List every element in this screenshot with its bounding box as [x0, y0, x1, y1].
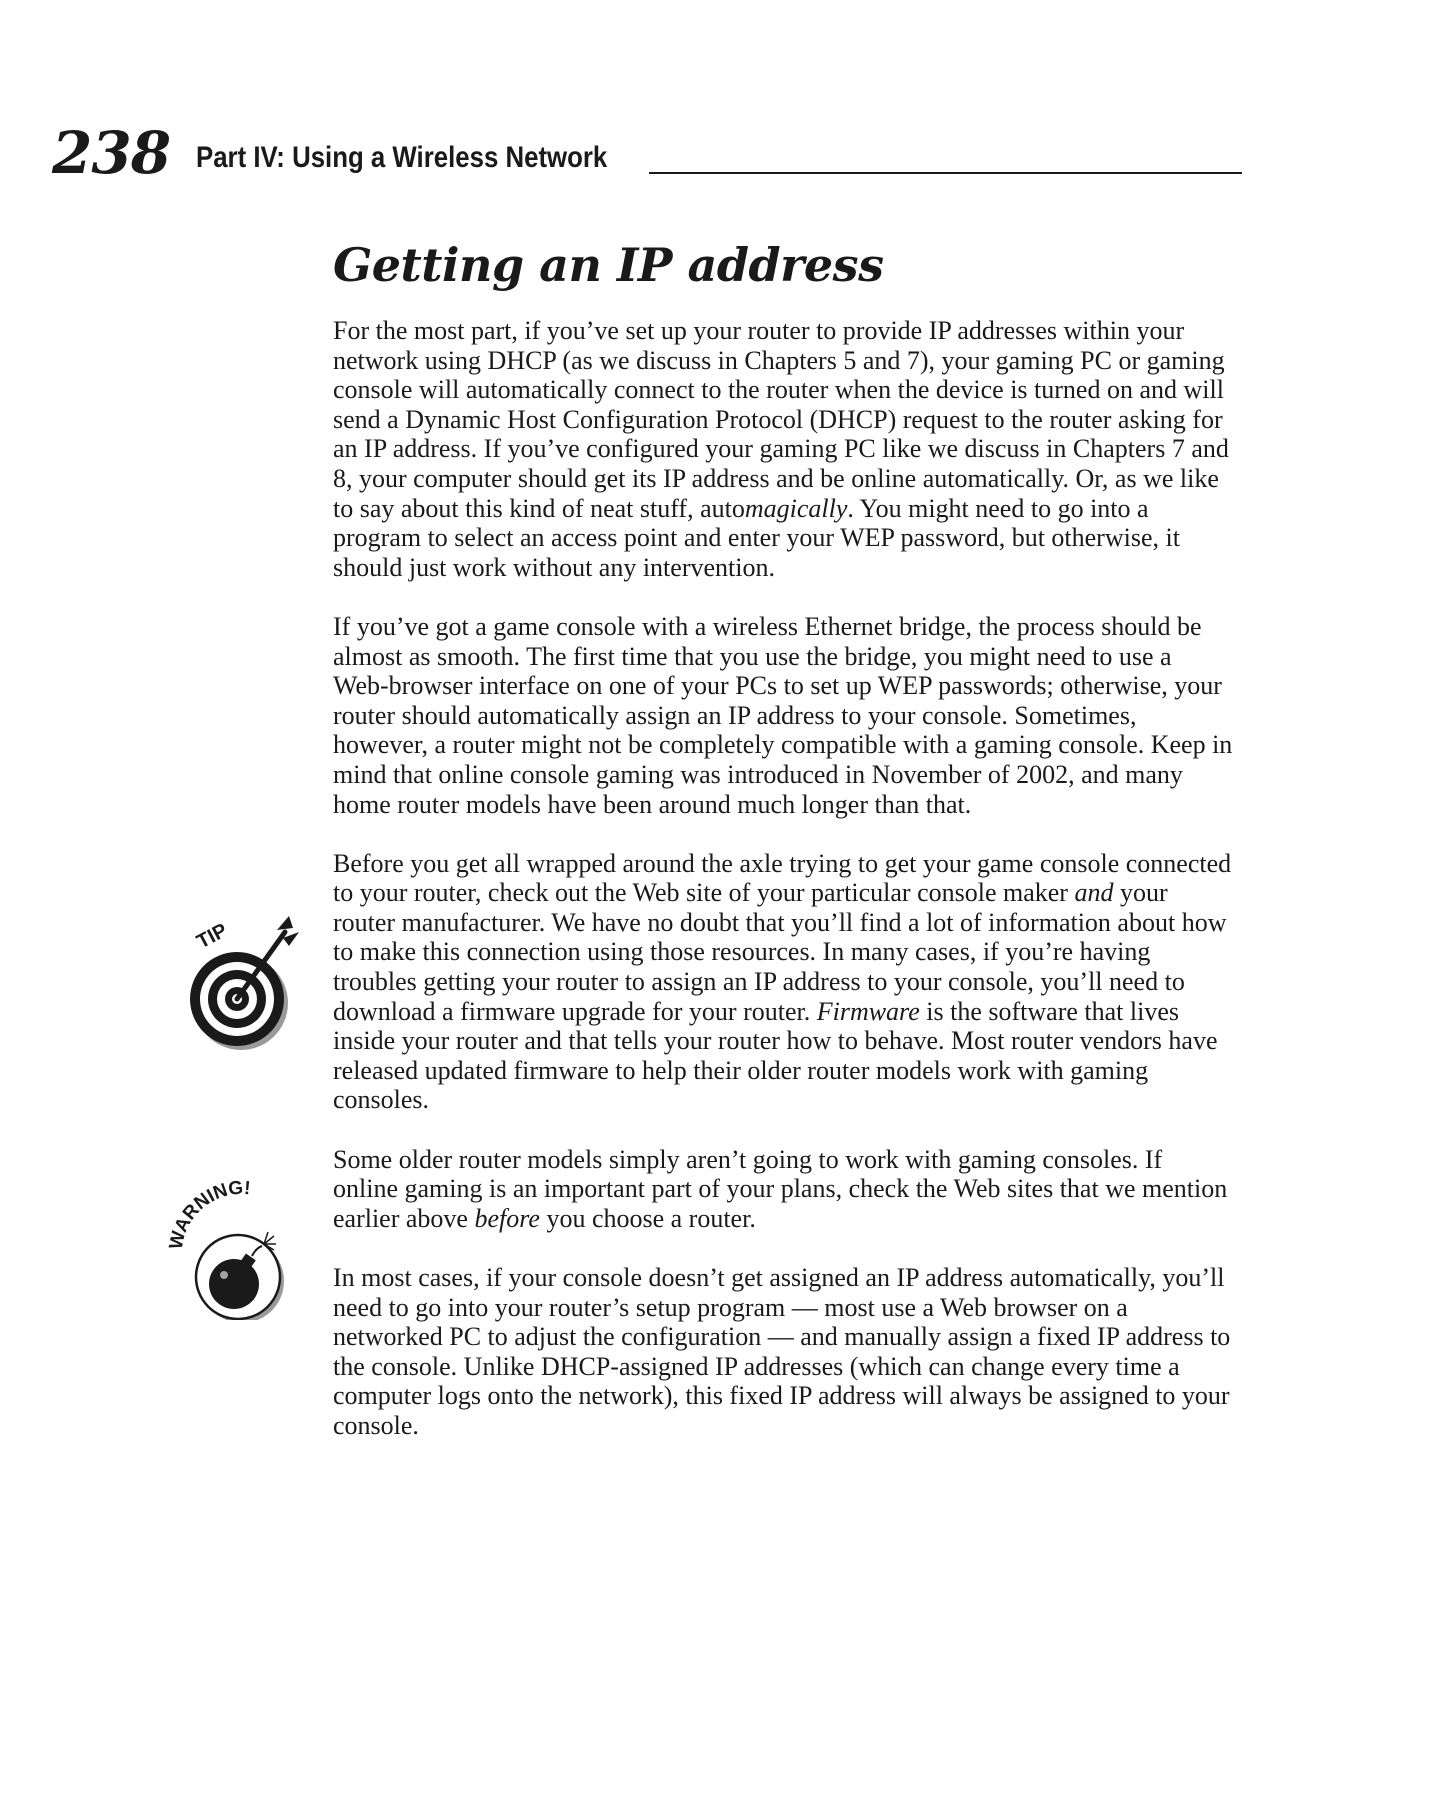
- text-run: Some older router models simply aren’t going to work with gaming consoles. If online gaming is an important part of your plans, check the Web sites that we mention earlier above: [333, 1144, 1228, 1233]
- emphasis: and: [1074, 878, 1114, 908]
- text-run: is the software that lives inside your router and that tells your router how to behave. Most router vendors have released updated firmware to help their older router models work with gaming consoles.: [333, 996, 1218, 1115]
- text-run: you choose a router.: [539, 1203, 756, 1233]
- text-run: Before you get all wrapped around the axle trying to get your game console connected to your router, check out the Web site of your particular console maker: [333, 848, 1232, 908]
- text-run: your router manufacturer. We have no doubt that you’ll find a lot of information about how to make this connection using those resources. In many cases, if you’re having troubles getting your router to assign an IP address to your console, you’ll need to download a firmware upgrade for your router.: [333, 878, 1227, 1026]
- page-number: 238: [52, 119, 171, 187]
- body-text: [333, 316, 1233, 1441]
- paragraph: [333, 612, 1233, 819]
- paragraph-warning: [333, 1145, 1233, 1234]
- text-run: In most cases, if your console doesn’t get assigned an IP address automatically, you’ll need to go into your router’s setup program — most use a Web browser on a networked PC to adjust the configuration — and manually assign a fixed IP address to the console. Unlike DHCP-assigned IP addresses (which can change every time a computer logs onto the network), this fixed IP address will always be assigned to your console.: [333, 1263, 1231, 1440]
- paragraph-tip: [333, 849, 1233, 1115]
- paragraph: [333, 1263, 1233, 1441]
- warning-bomb-icon: [168, 1180, 308, 1320]
- page-header: [52, 118, 1242, 188]
- header-rule: [649, 172, 1242, 174]
- warning-label: WARNING!: [168, 1180, 252, 1252]
- emphasis: magically: [744, 493, 848, 523]
- section-title: Getting an IP address: [333, 238, 884, 292]
- emphasis: before: [474, 1203, 540, 1233]
- tip-target-icon: [185, 910, 305, 1055]
- tip-label: TIP: [193, 919, 232, 954]
- paragraph: [333, 316, 1233, 582]
- text-run: For the most part, if you’ve set up your router to provide IP addresses within your network using DHCP (as we discuss in Chapters 5 and 7), your gaming PC or gaming console will automatically connect to the router when the device is turned on and will send a Dynamic Host Configuration Protocol (DHCP) request to the router asking for an IP address. If you’ve configured your gaming PC like we discuss in Chapters 7 and 8, your computer should get its IP address and be online automatically. Or, as we like to say about this kind of neat stuff, auto: [333, 316, 1229, 523]
- text-run: If you’ve got a game console with a wireless Ethernet bridge, the process should be almost as smooth. The first time that you use the bridge, you might need to use a Web-browser interface on one of your PCs to set up WEP passwords; otherwise, your router should automatically assign an IP address to your console. Sometimes, however, a router might not be completely compatible with a gaming console. Keep in mind that online console gaming was introduced in November of 2002, and many home router models have been around much longer than that.: [333, 611, 1233, 819]
- text-run: . You might need to go into a program to select an access point and enter your WEP password, but otherwise, it should just work without any intervention.: [333, 493, 1180, 582]
- running-head: Part IV: Using a Wireless Network: [196, 141, 608, 174]
- emphasis: Firmware: [816, 996, 920, 1026]
